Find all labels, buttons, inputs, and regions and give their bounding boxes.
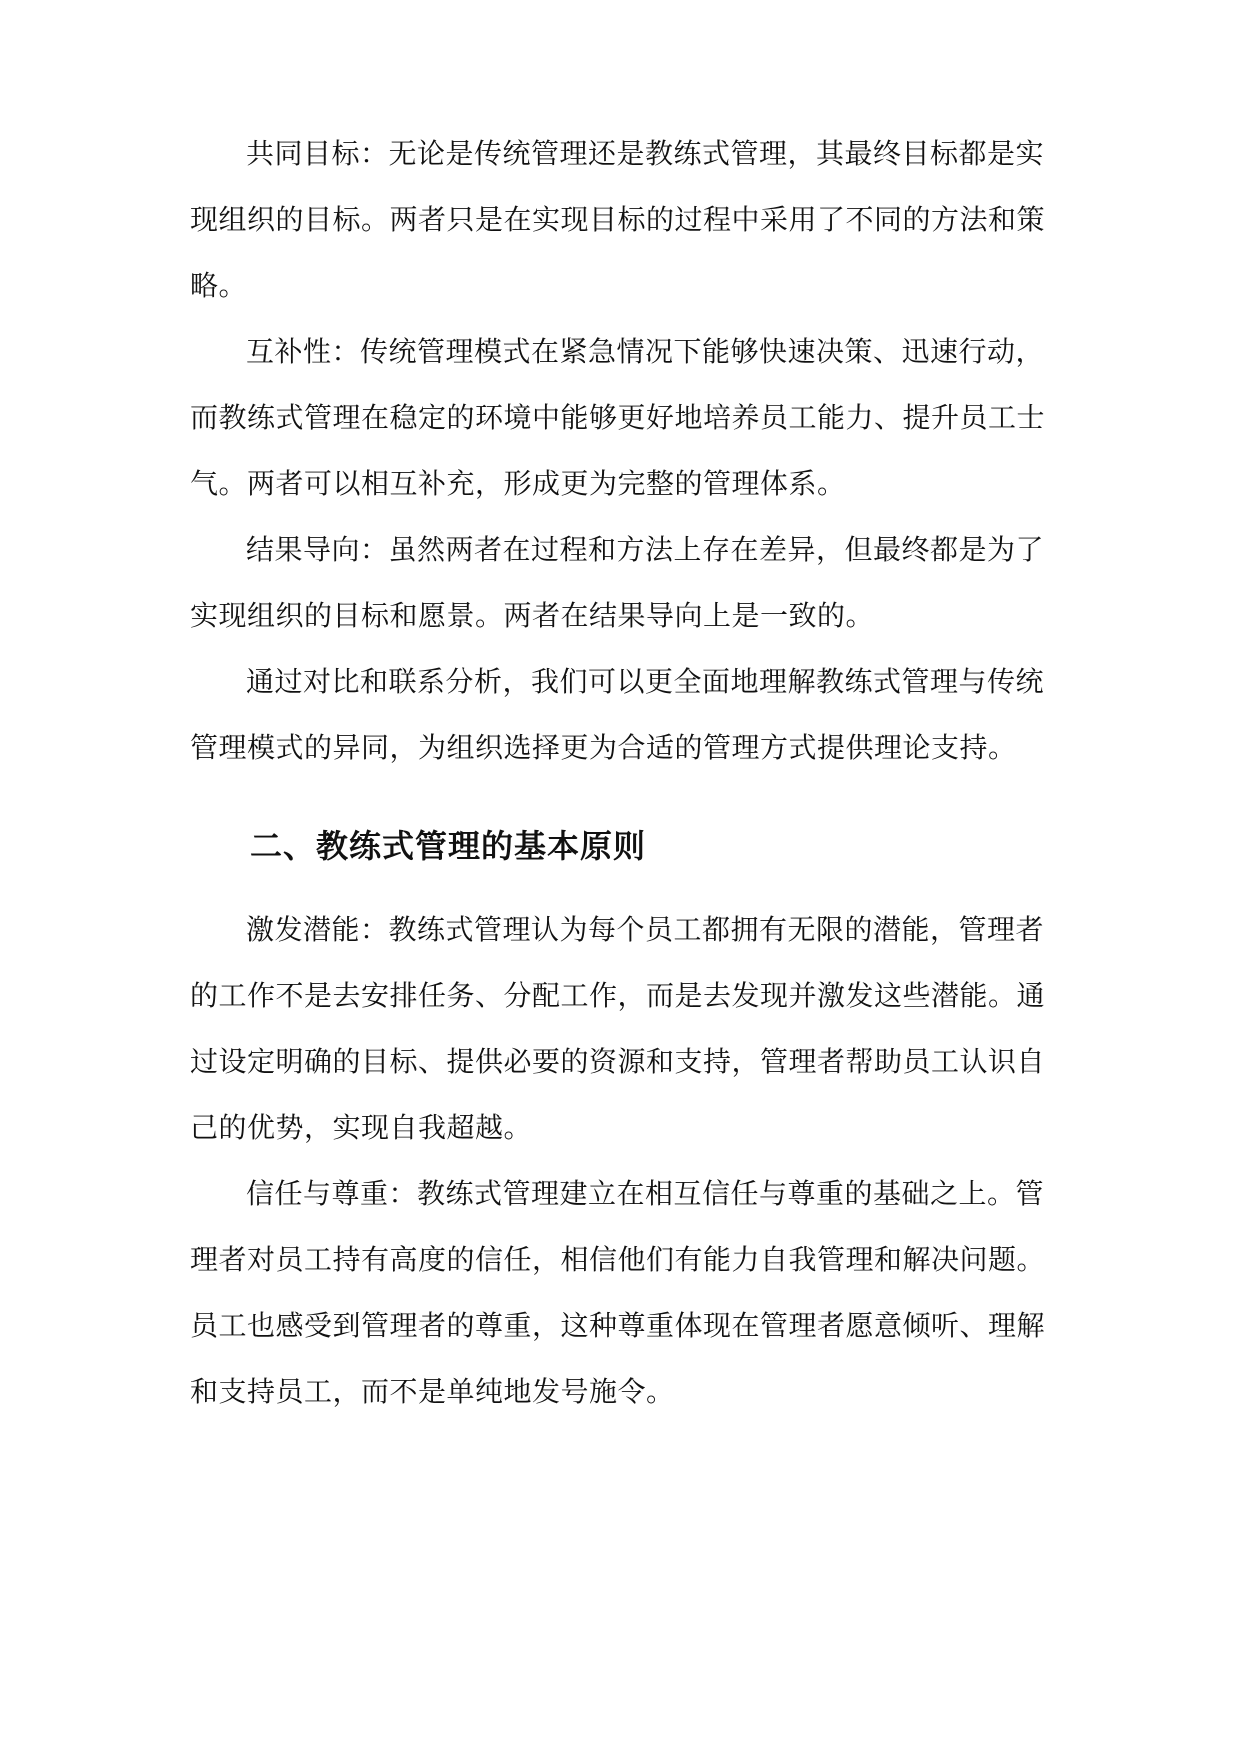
paragraph-line: 理者对员工持有高度的信任，相信他们有能力自我管理和解决问题。 xyxy=(190,1243,1046,1276)
paragraph-line: 的工作不是去安排任务、分配工作，而是去发现并激发这些潜能。通 xyxy=(190,979,1046,1012)
paragraph-line: 略。 xyxy=(190,269,248,302)
paragraph-line: 通过对比和联系分析，我们可以更全面地理解教练式管理与传统 xyxy=(246,665,1045,698)
paragraph-line: 激发潜能：教练式管理认为每个员工都拥有无限的潜能，管理者 xyxy=(246,913,1045,946)
paragraph-line: 实现组织的目标和愿景。两者在结果导向上是一致的。 xyxy=(190,599,875,632)
paragraph-line: 信任与尊重：教练式管理建立在相互信任与尊重的基础之上。管 xyxy=(246,1177,1045,1210)
paragraph-line: 共同目标：无论是传统管理还是教练式管理，其最终目标都是实 xyxy=(246,137,1045,170)
paragraph-line: 而教练式管理在稳定的环境中能够更好地培养员工能力、提升员工士 xyxy=(190,401,1046,434)
paragraph-line: 现组织的目标。两者只是在实现目标的过程中采用了不同的方法和策 xyxy=(190,203,1046,236)
paragraph-line: 过设定明确的目标、提供必要的资源和支持，管理者帮助员工认识自 xyxy=(190,1045,1046,1078)
paragraph-line: 气。两者可以相互补充，形成更为完整的管理体系。 xyxy=(190,467,846,500)
paragraph-line: 结果导向：虽然两者在过程和方法上存在差异，但最终都是为了 xyxy=(246,533,1045,566)
paragraph-line: 互补性：传统管理模式在紧急情况下能够快速决策、迅速行动， xyxy=(246,335,1045,368)
paragraph-line: 员工也感受到管理者的尊重，这种尊重体现在管理者愿意倾听、理解 xyxy=(190,1309,1046,1342)
paragraph-line: 和支持员工，而不是单纯地发号施令。 xyxy=(190,1375,675,1408)
section-heading: 二、教练式管理的基本原则 xyxy=(250,827,647,865)
paragraph-line: 己的优势，实现自我超越。 xyxy=(190,1111,533,1144)
paragraph-line: 管理模式的异同，为组织选择更为合适的管理方式提供理论支持。 xyxy=(190,731,1017,764)
